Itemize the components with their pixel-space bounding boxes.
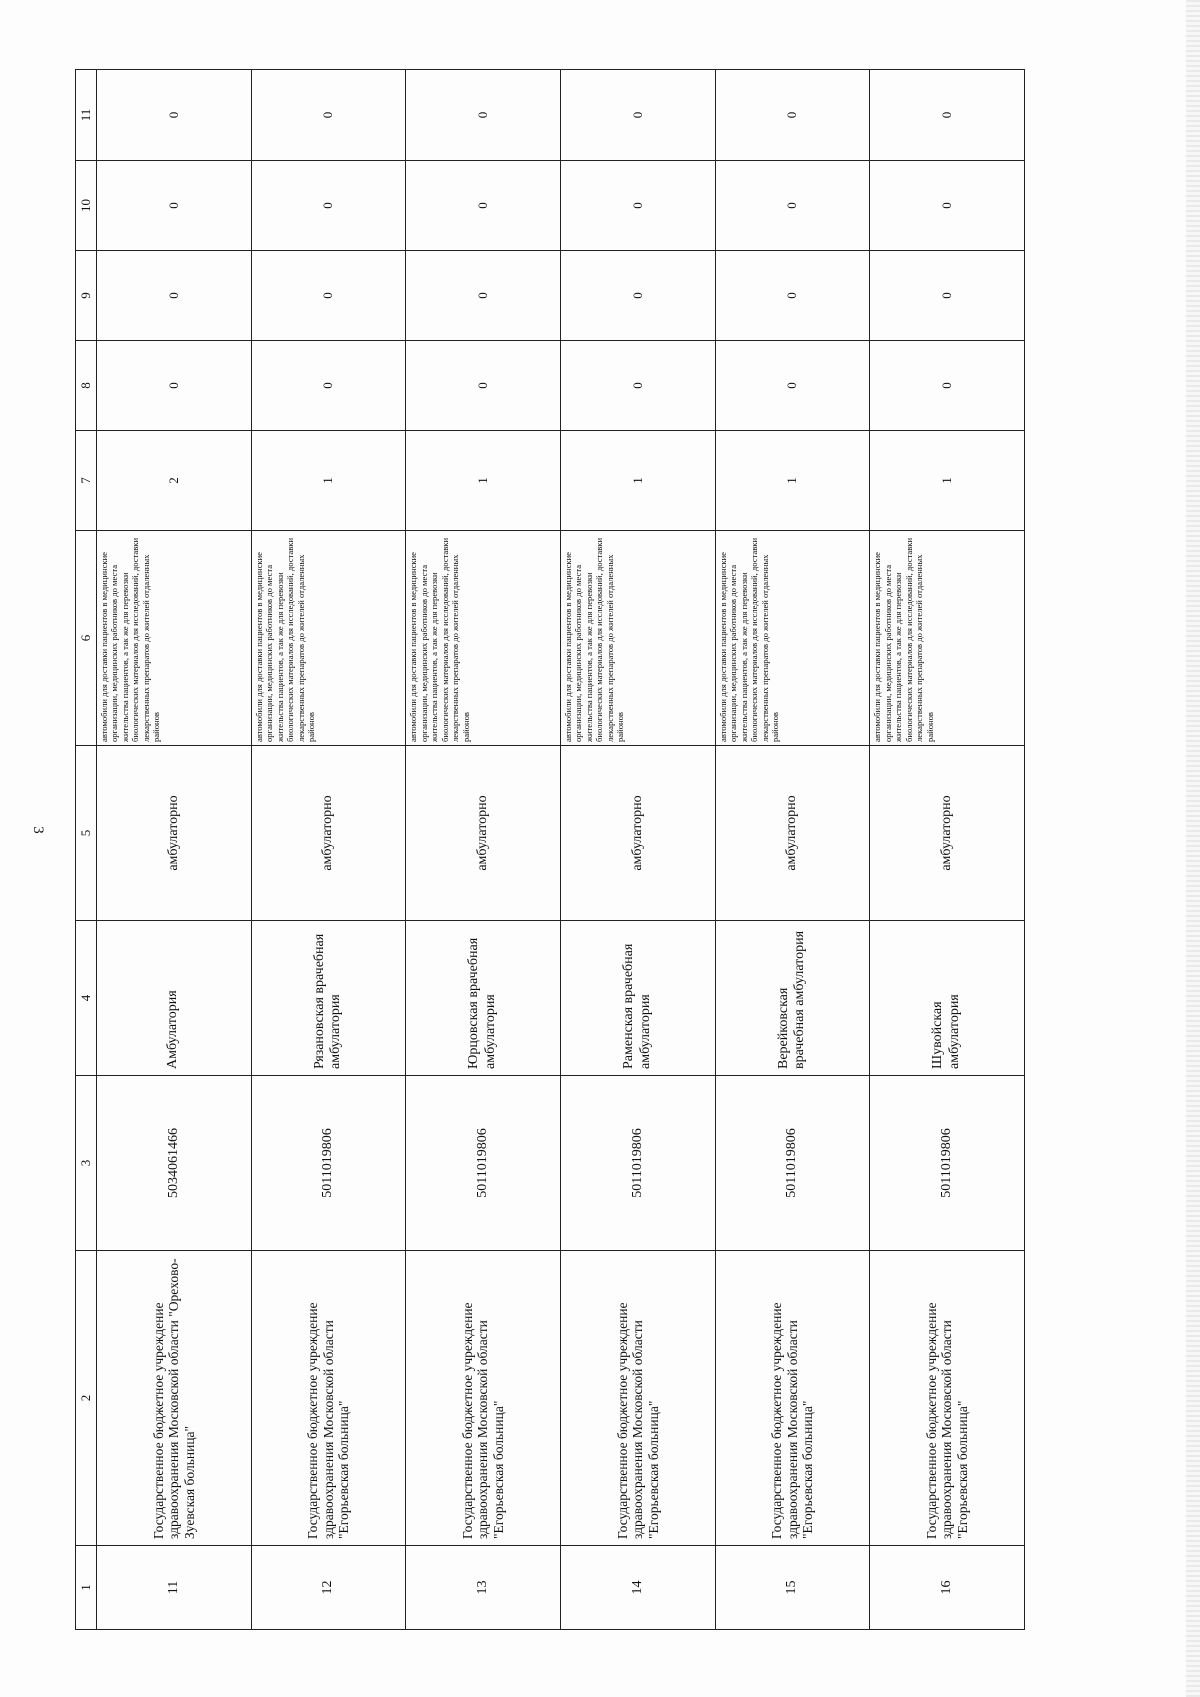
care-mode: амбулаторно xyxy=(97,746,252,921)
page-number: 3 xyxy=(30,826,47,834)
organization-name: Государственное бюджетное учреждение здравоохранения Московской области "Егорьевская больница" xyxy=(560,1251,715,1546)
col7-value: 1 xyxy=(251,431,406,531)
facility-name: Рязановская врачебная амбулатория xyxy=(251,921,406,1076)
row-number: 13 xyxy=(406,1546,561,1630)
vehicle-purpose: автомобили для доставки пациентов в медицинские организации, медицинских работников до места жительства пациентов, а так же для перевозки биологических материалов для исследований, доставки лекарственных препаратов до жителей отдаленных районов xyxy=(715,531,870,746)
col7-value: 1 xyxy=(560,431,715,531)
col-header: 2 xyxy=(76,1251,97,1546)
table-row xyxy=(870,70,1025,1630)
facility-name: Верейковская врачебная амбулатория xyxy=(715,921,870,1076)
col10-value: 0 xyxy=(406,161,561,251)
care-mode: амбулаторно xyxy=(251,746,406,921)
row-number: 12 xyxy=(251,1546,406,1630)
inn-code: 5011019806 xyxy=(715,1076,870,1251)
col11-value: 0 xyxy=(406,70,561,161)
col11-value: 0 xyxy=(251,70,406,161)
care-mode: амбулаторно xyxy=(715,746,870,921)
col9-value: 0 xyxy=(406,251,561,341)
row-number: 14 xyxy=(560,1546,715,1630)
table-row xyxy=(251,70,406,1630)
row-number: 16 xyxy=(870,1546,1025,1630)
col10-value: 0 xyxy=(560,161,715,251)
inn-code: 5011019806 xyxy=(560,1076,715,1251)
col10-value: 0 xyxy=(97,161,252,251)
organization-name: Государственное бюджетное учреждение здравоохранения Московской области "Орехово-Зуевская больница" xyxy=(97,1251,252,1546)
col9-value: 0 xyxy=(715,251,870,341)
facility-name: Юрцовская врачебная амбулатория xyxy=(406,921,561,1076)
vehicle-purpose: автомобили для доставки пациентов в медицинские организации, медицинских работников до места жительства пациентов, а так же для перевозки биологических материалов для исследований, доставки лекарственных препаратов до жителей отдаленных районов xyxy=(870,531,1025,746)
col-header: 11 xyxy=(76,70,97,161)
table-row xyxy=(560,70,715,1630)
col9-value: 0 xyxy=(870,251,1025,341)
vehicle-purpose: автомобили для доставки пациентов в медицинские организации, медицинских работников до места жительства пациентов, а так же для перевозки биологических материалов для исследований, доставки лекарственных препаратов до жителей отдаленных районов xyxy=(97,531,252,746)
facility-name: Шувойская амбулатория xyxy=(870,921,1025,1076)
col9-value: 0 xyxy=(97,251,252,341)
col8-value: 0 xyxy=(97,341,252,431)
col8-value: 0 xyxy=(251,341,406,431)
col7-value: 1 xyxy=(406,431,561,531)
table-row xyxy=(97,70,252,1630)
column-number-row xyxy=(76,70,97,1630)
vehicle-purpose: автомобили для доставки пациентов в медицинские организации, медицинских работников до места жительства пациентов, а так же для перевозки биологических материалов для исследований, доставки лекарственных препаратов до жителей отдаленных районов xyxy=(251,531,406,746)
col-header: 5 xyxy=(76,746,97,921)
row-number: 15 xyxy=(715,1546,870,1630)
col9-value: 0 xyxy=(251,251,406,341)
col11-value: 0 xyxy=(715,70,870,161)
col-header: 4 xyxy=(76,921,97,1076)
care-mode: амбулаторно xyxy=(560,746,715,921)
care-mode: амбулаторно xyxy=(870,746,1025,921)
vehicle-purpose: автомобили для доставки пациентов в медицинские организации, медицинских работников до места жительства пациентов, а так же для перевозки биологических материалов для исследований, доставки лекарственных препаратов до жителей отдаленных районов xyxy=(406,531,561,746)
col8-value: 0 xyxy=(870,341,1025,431)
table-row xyxy=(715,70,870,1630)
data-table xyxy=(75,69,1025,1630)
inn-code: 5011019806 xyxy=(406,1076,561,1251)
inn-code: 5034061466 xyxy=(97,1076,252,1251)
col-header: 9 xyxy=(76,251,97,341)
table-row xyxy=(406,70,561,1630)
col-header: 3 xyxy=(76,1076,97,1251)
col7-value: 2 xyxy=(97,431,252,531)
inn-code: 5011019806 xyxy=(251,1076,406,1251)
vehicle-purpose: автомобили для доставки пациентов в медицинские организации, медицинских работников до места жительства пациентов, а так же для перевозки биологических материалов для исследований, доставки лекарственных препаратов до жителей отдаленных районов xyxy=(560,531,715,746)
col8-value: 0 xyxy=(560,341,715,431)
col10-value: 0 xyxy=(870,161,1025,251)
care-mode: амбулаторно xyxy=(406,746,561,921)
col8-value: 0 xyxy=(715,341,870,431)
col7-value: 1 xyxy=(715,431,870,531)
col11-value: 0 xyxy=(870,70,1025,161)
col-header: 7 xyxy=(76,431,97,531)
facility-name: Амбулатория xyxy=(97,921,252,1076)
organization-name: Государственное бюджетное учреждение здравоохранения Московской области "Егорьевская больница" xyxy=(715,1251,870,1546)
col-header: 10 xyxy=(76,161,97,251)
col-header: 1 xyxy=(76,1546,97,1630)
col10-value: 0 xyxy=(251,161,406,251)
col-header: 6 xyxy=(76,531,97,746)
organization-name: Государственное бюджетное учреждение здравоохранения Московской области "Егорьевская больница" xyxy=(406,1251,561,1546)
organization-name: Государственное бюджетное учреждение здравоохранения Московской области "Егорьевская больница" xyxy=(251,1251,406,1546)
col8-value: 0 xyxy=(406,341,561,431)
row-number: 11 xyxy=(97,1546,252,1630)
scan-edge xyxy=(1186,0,1200,1697)
col7-value: 1 xyxy=(870,431,1025,531)
organization-name: Государственное бюджетное учреждение здравоохранения Московской области "Егорьевская больница" xyxy=(870,1251,1025,1546)
col10-value: 0 xyxy=(715,161,870,251)
facility-name: Раменская врачебная амбулатория xyxy=(560,921,715,1076)
col11-value: 0 xyxy=(97,70,252,161)
col9-value: 0 xyxy=(560,251,715,341)
inn-code: 5011019806 xyxy=(870,1076,1025,1251)
col-header: 8 xyxy=(76,341,97,431)
table-wrapper xyxy=(75,70,1025,1630)
col11-value: 0 xyxy=(560,70,715,161)
